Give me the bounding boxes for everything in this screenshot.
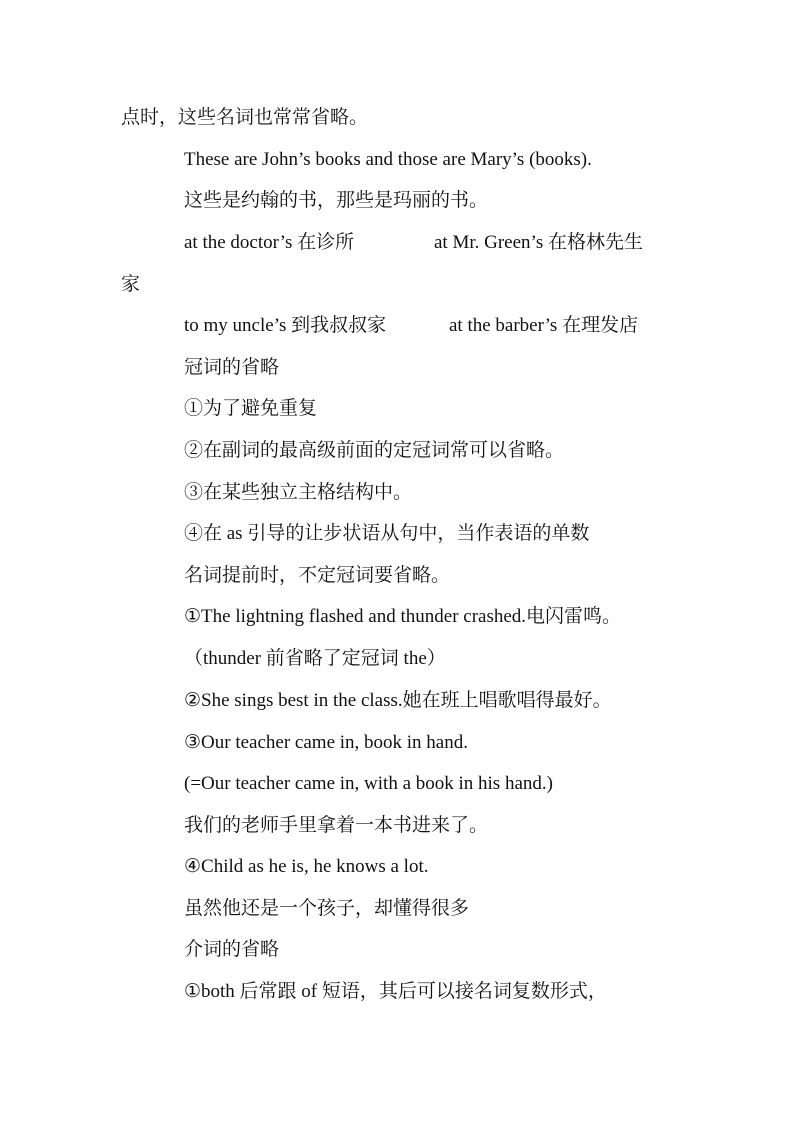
- text-line: 名词提前时，不定冠词要省略。: [184, 565, 451, 586]
- text-line: ④在 as 引导的让步状语从句中，当作表语的单数: [184, 523, 590, 544]
- text-line: at the barber’s 在理发店: [449, 315, 639, 336]
- text-line: ①The lightning flashed and thunder crashed.电闪雷鸣。: [184, 606, 622, 627]
- text-line: 虽然他还是一个孩子，却懂得很多: [184, 898, 470, 919]
- text-line: （thunder 前省略了定冠词 the）: [184, 648, 446, 669]
- text-line: at Mr. Green’s 在格林先生: [434, 232, 643, 253]
- text-line: ③在某些独立主格结构中。: [184, 482, 413, 503]
- text-line: 我们的老师手里拿着一本书进来了。: [184, 815, 489, 836]
- text-line: ①为了避免重复: [184, 398, 318, 419]
- text-line: ②在副词的最高级前面的定冠词常可以省略。: [184, 440, 565, 461]
- text-line: at the doctor’s 在诊所: [184, 232, 355, 253]
- text-line: (=Our teacher came in, with a book in his hand.): [184, 773, 553, 794]
- text-line: ③Our teacher came in, book in hand.: [184, 732, 468, 753]
- text-line: 家: [121, 274, 141, 295]
- text-line: to my uncle’s 到我叔叔家: [184, 315, 387, 336]
- text-line: ②She sings best in the class.她在班上唱歌唱得最好。: [184, 690, 612, 711]
- section-heading: 冠词的省略: [184, 357, 280, 378]
- text-line: These are John’s books and those are Mary’s (books).: [184, 149, 592, 170]
- text-line: 点时，这些名词也常常省略。: [121, 107, 369, 128]
- text-line: ④Child as he is, he knows a lot.: [184, 856, 429, 877]
- text-line: 这些是约翰的书，那些是玛丽的书。: [184, 190, 489, 211]
- text-line: ①both 后常跟 of 短语，其后可以接名词复数形式，: [184, 981, 607, 1002]
- section-heading: 介词的省略: [184, 939, 280, 960]
